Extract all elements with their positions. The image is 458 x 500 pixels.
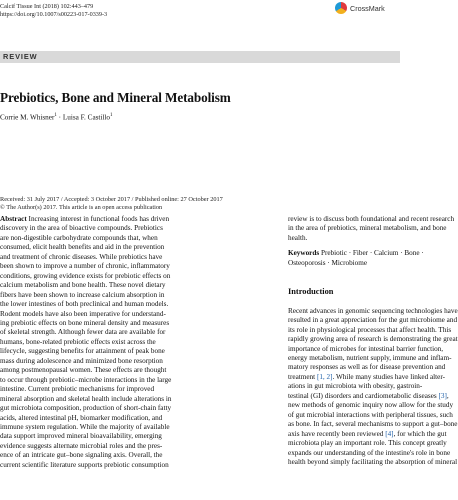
abstract-line: humans, bone-related prebiotic effects exist across the: [0, 337, 156, 346]
intro-line: [288, 372, 446, 382]
keywords-line: Osteoporosis · Microbiome: [288, 258, 368, 267]
abstract-line: conditions, growing evidence exists for prebiotic effects on: [0, 271, 171, 280]
intro-line: new methods of genomic inquiry now allow for the study: [288, 401, 454, 410]
citation-doi-link[interactable]: https://doi.org/10.1007/s00223-017-0339-3: [0, 10, 108, 18]
abstract-line: intestine. Current prebiotic mechanisms for improved: [0, 385, 155, 394]
introduction-heading: Introduction: [288, 287, 334, 297]
abstract-line: calcium metabolism and bone health. These novel dietary: [0, 281, 166, 290]
intro-line: expands our understanding of the intestine's role in bone: [288, 448, 451, 457]
crossmark-label: CrossMark: [350, 4, 385, 13]
abstract-line: ing prebiotic effects on bone mineral density and measures: [0, 318, 170, 327]
journal-citation: [0, 3, 107, 18]
abstract-line: the lower intestines of both preclinical and human models.: [0, 300, 169, 309]
abstract-line: to occur through prebiotic–microbe interactions in the large: [0, 375, 172, 384]
intro-text: , for which the gut: [393, 429, 447, 438]
abstract-line: ence of an intricate gut–bone signaling axis. Overall, the: [0, 451, 163, 460]
abstract-line: among postmenopausal women. These effects are thought: [0, 366, 167, 375]
intro-line: Recent advances in genomic sequencing technologies have: [288, 306, 458, 315]
abstract-line: data support improved mineral bioavailability, emerging: [0, 432, 162, 441]
abstract-line: been shown to improve a number of chronic, inflammatory: [0, 262, 170, 271]
abstract-line: consumed, elicit health benefits and aid in the prevention: [0, 243, 165, 252]
abstract-line: fibers have been shown to increase calcium absorption in: [0, 290, 165, 299]
abstract-line: [0, 215, 273, 224]
abstract-line: immune system regulation. While the majority of available: [0, 422, 170, 431]
intro-line: resulted in a great appreciation for the gut microbiome and: [288, 316, 458, 325]
abstract-continuation-line: health.: [288, 233, 308, 242]
intro-line: matory responses as well as for disease prevention and: [288, 363, 446, 372]
intro-line: rapidly growing area of research is demonstrating the great: [288, 335, 458, 344]
abstract-line: acids, altered intestinal pH, biomarker modification, and: [0, 413, 163, 422]
author-separator: ·: [56, 113, 63, 122]
copyright-notice: © The Author(s) 2017. This article is an open access publication: [0, 203, 163, 211]
author-name[interactable]: Corrie M. Whisner: [0, 113, 55, 122]
article-history: [0, 196, 223, 212]
intro-line: health beyond simply facilitating the absorption of mineral: [288, 457, 458, 466]
intro-line: energy metabolism, nutrient supply, immune and inflam-: [288, 353, 452, 362]
abstract-line: and treatment of chronic diseases. While prebiotics have: [0, 252, 163, 261]
intro-line: of gut microbial interactions with peripheral tissues, such: [288, 410, 453, 419]
intro-line: microbiota play an important role. This concept greatly: [288, 439, 447, 448]
crossmark-icon: [335, 2, 347, 14]
intro-text: treatment: [288, 372, 317, 381]
crossmark-badge[interactable]: [335, 2, 397, 16]
right-column: [288, 215, 458, 467]
abstract-line: Rodent models have also been imperative for understand-: [0, 309, 166, 318]
abstract-continuation-line: in the area of prebiotics, mineral metabolism, and bone: [288, 224, 447, 233]
abstract-line: mass during adolescence and minimized bone resorption: [0, 356, 163, 365]
abstract-line: mineral absorption and skeletal health include alterations in: [0, 394, 172, 403]
publication-dates: Received: 31 July 2017 / Accepted: 3 October 2017 / Published online: 27 October 2017: [0, 196, 223, 203]
abstract-line: of skeletal strength. Although fewer data are available for: [0, 328, 166, 337]
reference-link[interactable]: [4]: [385, 429, 394, 438]
citation-journal-line: Calcif Tissue Int (2018) 102:443–479: [0, 3, 94, 10]
intro-line: its role in physiological processes that affect health. This: [288, 325, 452, 334]
keywords-block: [288, 249, 424, 268]
abstract-line: current scientific literature supports prebiotic consumption: [0, 460, 169, 469]
reference-link[interactable]: [1, 2]: [316, 372, 333, 381]
keywords-text: Prebiotic · Fiber · Calcium · Bone ·: [319, 249, 424, 258]
intro-text: axis have recently been reviewed: [288, 429, 386, 438]
intro-line: [288, 429, 447, 439]
author-affiliation-sup: 1: [54, 113, 57, 118]
abstract-column: [0, 215, 273, 470]
abstract-heading: Abstract: [0, 215, 27, 223]
abstract-line: gut microbiota composition, production of short-chain fatty: [0, 404, 172, 413]
author-list: [0, 113, 113, 121]
section-banner: [0, 51, 400, 63]
author-affiliation-sup: 1: [110, 113, 113, 118]
intro-line: ations in gut microbiota with obesity, gastroin-: [288, 382, 423, 391]
section-label: REVIEW: [3, 52, 38, 61]
abstract-line: discovery in the area of bioactive compounds. Prebiotics: [0, 224, 163, 233]
abstract-line: are non-digestible carbohydrate compounds that, when: [0, 233, 158, 242]
intro-text: ,: [446, 391, 449, 400]
reference-link[interactable]: [3]: [438, 391, 447, 400]
intro-line: importance of microbes for intestinal barrier function,: [288, 344, 444, 353]
article-title: Prebiotics, Bone and Mineral Metabolism: [0, 90, 231, 105]
abstract-text: Increasing interest in functional foods has driven: [26, 215, 170, 223]
intro-line: as bone. In fact, several mechanisms to support a gut–bone: [288, 420, 458, 429]
author-name[interactable]: Luisa F. Castillo: [62, 113, 111, 122]
abstract-continuation-line: review is to discuss both foundational and recent research: [288, 215, 455, 223]
abstract-line: evidence suggests alternate microbial roles and the pres-: [0, 441, 163, 450]
keywords-line: [288, 249, 424, 258]
intro-line: [288, 391, 449, 401]
abstract-line: lifecycle, suggesting benefits for attainment of peak bone: [0, 347, 165, 356]
intro-text: . While many studies have linked alter-: [332, 372, 446, 381]
keywords-heading: Keywords: [288, 249, 320, 258]
intro-text: testinal (GI) disorders and cardiometabolic diseases: [288, 391, 439, 400]
